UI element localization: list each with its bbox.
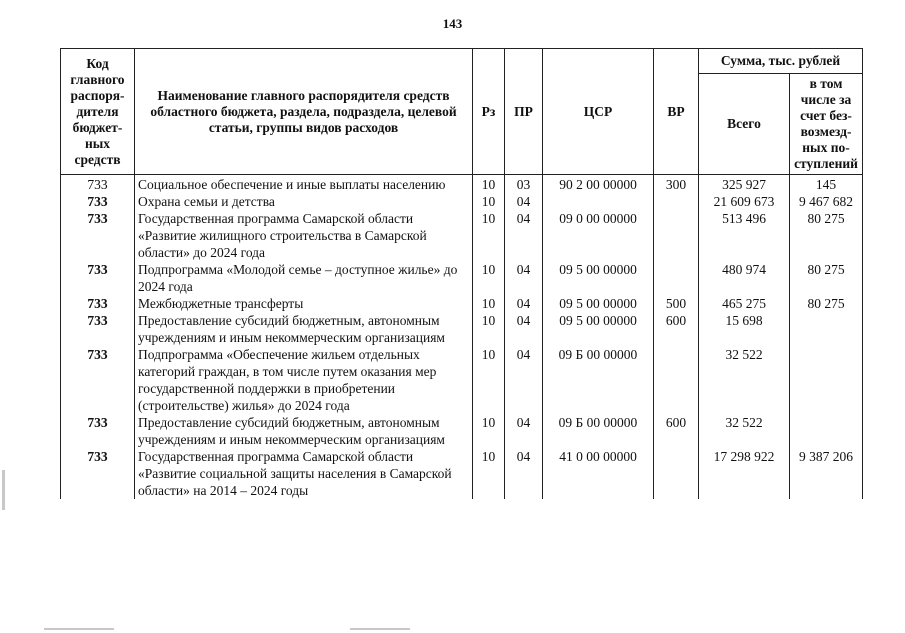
cell-vr xyxy=(654,210,699,261)
table-row xyxy=(61,448,863,499)
cell-vr xyxy=(654,346,699,414)
cell-incl: 145 xyxy=(790,175,863,194)
header-vr: ВР xyxy=(654,49,699,175)
cell-csr xyxy=(543,193,654,210)
cell-code: 733 xyxy=(61,414,135,448)
cell-rz: 10 xyxy=(473,312,505,346)
header-total: Всего xyxy=(699,74,790,175)
table-row xyxy=(61,312,863,346)
cell-rz: 10 xyxy=(473,448,505,499)
cell-incl xyxy=(790,312,863,346)
cell-vr xyxy=(654,261,699,295)
cell-total: 325 927 xyxy=(699,175,790,194)
cell-code: 733 xyxy=(61,295,135,312)
cell-rz: 10 xyxy=(473,193,505,210)
header-sum-group: Сумма, тыс. рублей xyxy=(699,49,863,74)
table-row xyxy=(61,295,863,312)
cell-pr: 04 xyxy=(505,312,543,346)
cell-code: 733 xyxy=(61,312,135,346)
cell-vr: 300 xyxy=(654,175,699,194)
cell-incl: 80 275 xyxy=(790,210,863,261)
cell-vr: 500 xyxy=(654,295,699,312)
cell-code: 733 xyxy=(61,175,135,194)
cell-total: 15 698 xyxy=(699,312,790,346)
cell-rz: 10 xyxy=(473,261,505,295)
cell-pr: 04 xyxy=(505,448,543,499)
cell-vr: 600 xyxy=(654,414,699,448)
scan-artifact xyxy=(350,628,410,630)
cell-csr: 09 Б 00 00000 xyxy=(543,346,654,414)
cell-name: Межбюджетные трансферты xyxy=(135,295,473,312)
cell-pr: 04 xyxy=(505,261,543,295)
cell-total: 32 522 xyxy=(699,346,790,414)
cell-incl: 9 467 682 xyxy=(790,193,863,210)
header-incl: в том числе за счет без-возмезд-ных по-ступлений xyxy=(790,74,863,175)
header-code: Код главного распоря-дителя бюджет-ных средств xyxy=(61,49,135,175)
table-row xyxy=(61,193,863,210)
cell-csr: 09 5 00 00000 xyxy=(543,312,654,346)
cell-pr: 04 xyxy=(505,295,543,312)
cell-name: Подпрограмма «Обеспечение жильем отдельных категорий граждан, в том числе путем оказания мер государственной поддержки в приобретении (строительстве) жилья» до 2024 года xyxy=(135,346,473,414)
cell-total: 465 275 xyxy=(699,295,790,312)
header-rz: Рз xyxy=(473,49,505,175)
cell-incl xyxy=(790,414,863,448)
cell-name: Предоставление субсидий бюджетным, автономным учреждениям и иным некоммерческим организациям xyxy=(135,312,473,346)
cell-incl: 9 387 206 xyxy=(790,448,863,499)
cell-code: 733 xyxy=(61,448,135,499)
scan-artifact xyxy=(2,470,5,510)
table-row xyxy=(61,261,863,295)
cell-csr: 09 Б 00 00000 xyxy=(543,414,654,448)
table-row xyxy=(61,346,863,414)
cell-code: 733 xyxy=(61,346,135,414)
cell-code: 733 xyxy=(61,193,135,210)
cell-vr: 600 xyxy=(654,312,699,346)
cell-total: 480 974 xyxy=(699,261,790,295)
cell-rz: 10 xyxy=(473,414,505,448)
cell-pr: 04 xyxy=(505,346,543,414)
cell-incl: 80 275 xyxy=(790,261,863,295)
table-row xyxy=(61,414,863,448)
cell-vr xyxy=(654,448,699,499)
page-number: 143 xyxy=(442,16,463,31)
budget-table xyxy=(60,48,863,499)
cell-total: 17 298 922 xyxy=(699,448,790,499)
cell-vr xyxy=(654,193,699,210)
cell-csr: 09 5 00 00000 xyxy=(543,261,654,295)
table-row xyxy=(61,175,863,194)
cell-name: Социальное обеспечение и иные выплаты населению xyxy=(135,175,473,194)
cell-pr: 04 xyxy=(505,193,543,210)
cell-pr: 03 xyxy=(505,175,543,194)
cell-incl xyxy=(790,346,863,414)
cell-name: Государственная программа Самарской области «Развитие социальной защиты населения в Самарской области» на 2014 – 2024 годы xyxy=(135,448,473,499)
cell-rz: 10 xyxy=(473,346,505,414)
header-csr: ЦСР xyxy=(543,49,654,175)
cell-csr: 90 2 00 00000 xyxy=(543,175,654,194)
header-name: Наименование главного распорядителя средств областного бюджета, раздела, подраздела, целевой статьи, группы видов расходов xyxy=(135,49,473,175)
cell-rz: 10 xyxy=(473,295,505,312)
cell-name: Охрана семьи и детства xyxy=(135,193,473,210)
cell-csr: 09 0 00 00000 xyxy=(543,210,654,261)
cell-csr: 41 0 00 00000 xyxy=(543,448,654,499)
cell-incl: 80 275 xyxy=(790,295,863,312)
cell-name: Подпрограмма «Молодой семье – доступное жилье» до 2024 года xyxy=(135,261,473,295)
cell-rz: 10 xyxy=(473,175,505,194)
cell-code: 733 xyxy=(61,261,135,295)
cell-name: Предоставление субсидий бюджетным, автономным учреждениям и иным некоммерческим организациям xyxy=(135,414,473,448)
cell-total: 21 609 673 xyxy=(699,193,790,210)
cell-pr: 04 xyxy=(505,414,543,448)
table-body xyxy=(61,175,863,500)
table-header xyxy=(61,49,863,175)
cell-total: 32 522 xyxy=(699,414,790,448)
header-pr: ПР xyxy=(505,49,543,175)
cell-rz: 10 xyxy=(473,210,505,261)
cell-csr: 09 5 00 00000 xyxy=(543,295,654,312)
scan-artifact xyxy=(44,628,114,630)
table-row xyxy=(61,210,863,261)
cell-total: 513 496 xyxy=(699,210,790,261)
cell-pr: 04 xyxy=(505,210,543,261)
cell-name: Государственная программа Самарской области «Развитие жилищного строительства в Самарской области» до 2024 года xyxy=(135,210,473,261)
cell-code: 733 xyxy=(61,210,135,261)
